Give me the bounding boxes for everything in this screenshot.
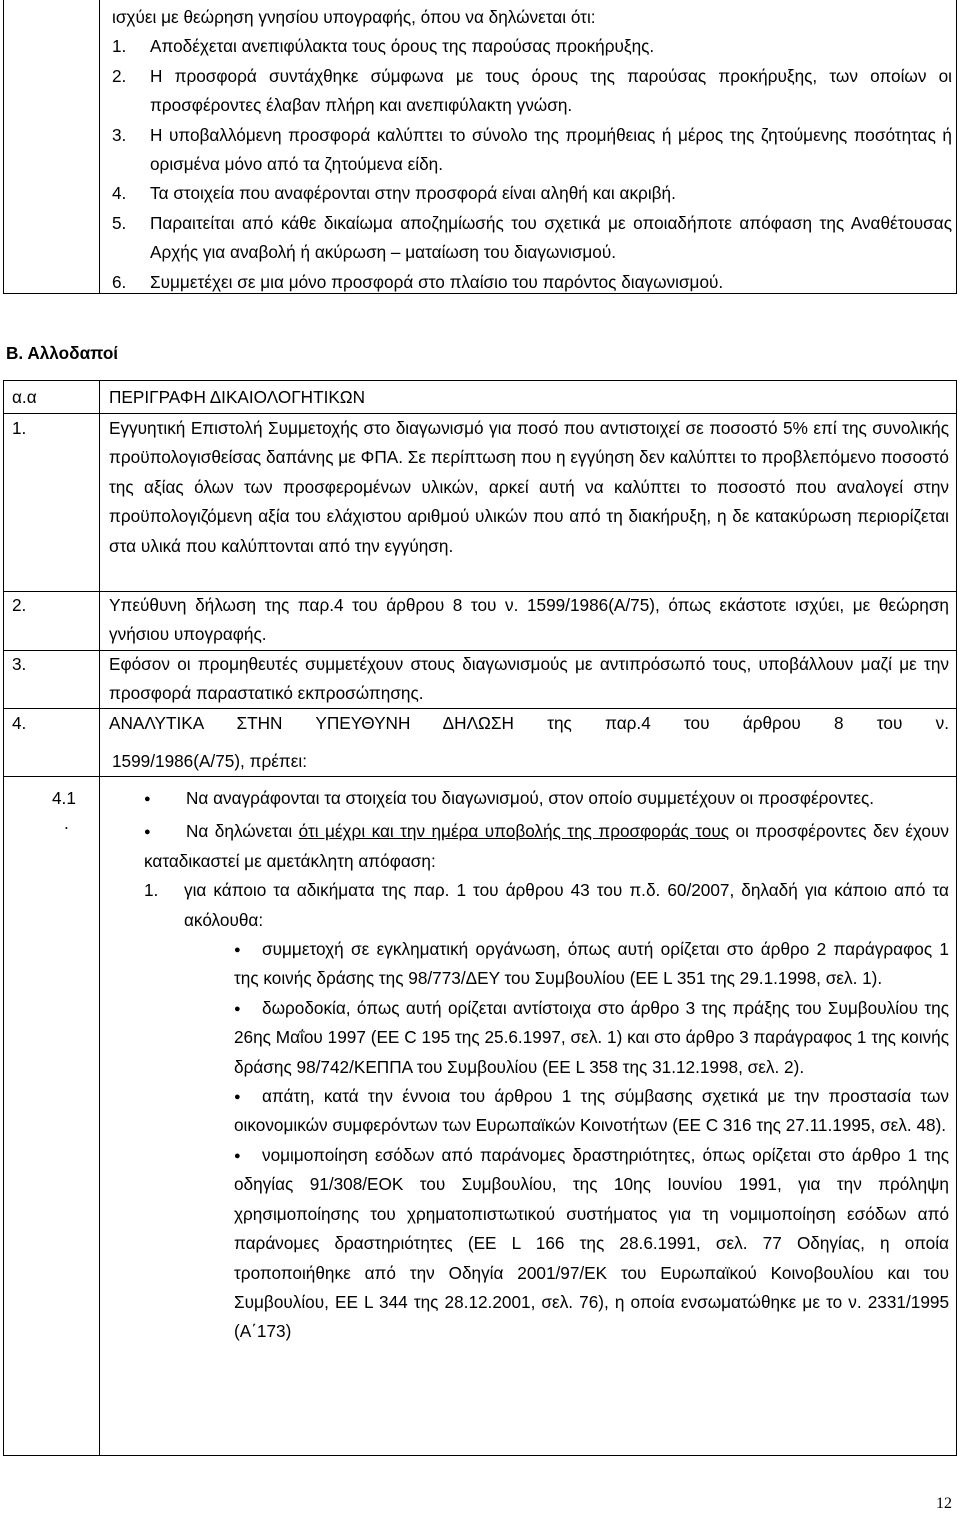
- requirements-table-top: [3, 0, 957, 294]
- bullet-icon: [144, 817, 151, 849]
- bullet-item: [144, 817, 949, 876]
- item-text: Η προσφορά συντάχθηκε σύμφωνα με τους όρους της παρούσας προκήρυξης, των οποίων οι προσφέροντες έλαβαν πλήρη και ανεπιφύλακτη γνώση.: [150, 65, 952, 116]
- offence-item: [234, 1082, 949, 1141]
- item-text: Η υποβαλλόμενη προσφορά καλύπτει το σύνολο της προμήθειας ή μέρος της ζητούμενης ποσότητας ή ορισμένα μόνο από τα ζητούμενα είδη.: [150, 124, 952, 175]
- bullet-text-part: οι προσφέροντες δεν έχουν καταδικαστεί με αμετάκλητη απόφαση:: [144, 821, 949, 871]
- row-number: 1.: [12, 418, 27, 438]
- numbered-subitem: [144, 876, 949, 935]
- offence-text: νομιμοποίηση εσόδων από παράνομες δραστηριότητες, όπως ορίζεται στο άρθρο 1 της οδηγίας 91/308/ΕΟΚ του Συμβουλίου, της 10ης Ιουνίου 1991, για την πρόληψη χρησιμοποίησης του χρηματοπιστωτικού συστήματος για τη νομιμοποίηση εσόδων από παράνομες δραστηριότητες (ΕΕ L 166 της 28.6.1991, σελ. 77 Οδηγίας, η οποία τροποποιήθηκε από την Οδηγία 2001/97/ΕΚ του Ευρωπαϊκού Κοινοβουλίου και του Συμβουλίου, ΕΕ L 344 της 28.12.2001, σελ. 76), η οποία ενσωματώθηκε με το ν. 2331/1995 (Α΄173): [234, 1144, 949, 1342]
- offence-list: [234, 935, 949, 1347]
- offence-item: [234, 935, 949, 994]
- item-number: 6.: [112, 271, 127, 292]
- item-number: 5.: [112, 212, 127, 233]
- bullet-item: [144, 784, 949, 813]
- subitem-text: για κάποιο τα αδικήματα της παρ. 1 του άρθρου 43 του π.δ. 60/2007, δηλαδή για κάποιο από τα ακόλουθα:: [184, 880, 949, 930]
- offence-text: συμμετοχή σε εγκληματική οργάνωση, όπως αυτή ορίζεται στο άρθρο 2 παράγραφος 1 της κοινής δράσης της 98/773/ΔΕΥ του Συμβουλίου (ΕΕ L 351 της 29.1.1998, σελ. 1).: [234, 939, 949, 989]
- section-heading: Β. Αλλοδαποί: [6, 343, 119, 363]
- row-4-1-content: [144, 784, 949, 1347]
- row-text-continuation: 1599/1986(Α/75), πρέπει:: [112, 751, 308, 771]
- bullet-text: Να αναγράφονται τα στοιχεία του διαγωνισμού, στον οποίο συμμετέχουν οι προσφέροντες.: [186, 788, 875, 808]
- item-number: 2.: [112, 65, 127, 86]
- row-text: Εφόσον οι προμηθευτές συμμετέχουν στους διαγωνισμούς με αντιπρόσωπό τους, υποβάλλουν μαζί με την προσφορά παραστατικό εκπροσώπησης.: [109, 654, 949, 704]
- item-number: 4.: [112, 183, 127, 204]
- row-number: 3.: [12, 654, 27, 674]
- row-number: 2.: [12, 595, 27, 615]
- bullet-icon: [234, 994, 241, 1026]
- offence-text: δωροδοκία, όπως αυτή ορίζεται αντίστοιχα στο άρθρο 3 της πράξης του Συμβουλίου της 26ης Μαΐου 1997 (ΕΕ C 195 της 25.6.1997, σελ. 1) και στο άρθρο 3 παράγραφος 1 της κοινής δράσης 98/742/ΚΕΠΠΑ του Συμβουλίου (ΕΕ L 358 της 31.12.1998, σελ. 2).: [234, 997, 949, 1077]
- subitem-number: 1.: [144, 880, 159, 901]
- row-text: Εγγυητική Επιστολή Συμμετοχής στο διαγωνισμό για ποσό που αντιστοιχεί σε ποσοστό 5% επί της συνολικής προϋπολογισθείσας δαπάνης με ΦΠΑ. Σε περίπτωση που η εγγύηση δεν καλύπτει το προβλεπόμενο ποσοστό της αξίας όλων των προσφερομένων υλικών, αρκεί αυτή να καλύπτει το ποσοστό που αναλογεί στην προϋπολογιζόμενη αξία του ελάχιστου αριθμού υλικών που από τη διακήρυξη, η δε κατακύρωση περιορίζεται στα υλικά που καλύπτονται από την εγγύηση.: [109, 418, 949, 556]
- bullet-text: [144, 817, 949, 876]
- declaration-intro: ισχύει με θεώρηση γνησίου υπογραφής, όπου να δηλώνεται ότι:: [112, 7, 596, 27]
- offence-item: [234, 994, 949, 1082]
- row-text: ΑΝΑΛΥΤΙΚΑ ΣΤΗΝ ΥΠΕΥΘΥΝΗ ΔΗΛΩΣΗ της παρ.4 του άρθρου 8 του ν.: [109, 713, 949, 733]
- bullet-icon: [144, 784, 151, 816]
- declaration-item: [112, 179, 952, 208]
- bullet-text-part: Να δηλώνεται: [186, 821, 299, 842]
- bullet-icon: [234, 1141, 241, 1173]
- row-number-dot: .: [64, 813, 69, 833]
- column-divider: [99, 381, 100, 1455]
- item-text: Τα στοιχεία που αναφέρονται στην προσφορά είναι αληθή και ακριβή.: [150, 183, 676, 204]
- bullet-icon: [234, 1082, 241, 1114]
- row-divider: [4, 776, 956, 777]
- bullet-icon: [234, 935, 241, 967]
- offence-item: [234, 1141, 949, 1347]
- declaration-item: [112, 209, 952, 268]
- declaration-item: [112, 268, 952, 297]
- documents-table: [3, 380, 957, 1456]
- header-number-label: α.α: [12, 387, 37, 407]
- header-title: ΠΕΡΙΓΡΑΦΗ ΔΙΚΑΙΟΛΟΓΗΤΙΚΩΝ: [109, 387, 366, 407]
- column-divider: [99, 0, 100, 293]
- declaration-item: [112, 62, 952, 121]
- offence-text: απάτη, κατά την έννοια του άρθρου 1 της σύμβασης σχετικά με την προστασία των οικονομικών συμφερόντων των Ευρωπαϊκών Κοινοτήτων (ΕΕ C 316 της 27.11.1995, σελ. 48).: [234, 1086, 949, 1136]
- item-number: 1.: [112, 36, 127, 57]
- item-text: Συμμετέχει σε μια μόνο προσφορά στο πλαίσιο του παρόντος διαγωνισμού.: [150, 271, 724, 292]
- declaration-text: [112, 3, 952, 297]
- declaration-item: [112, 32, 952, 61]
- item-number: 3.: [112, 124, 127, 145]
- item-text: Παραιτείται από κάθε δικαίωμα αποζημίωσής του σχετικά με οποιαδήποτε απόφαση της Αναθέτουσας Αρχής για αναβολή ή ακύρωση – ματαίωση του διαγωνισμού.: [150, 212, 952, 263]
- row-number: 4.: [12, 713, 27, 733]
- underlined-text: ότι μέχρι και την ημέρα υποβολής της προσφοράς τους: [298, 821, 730, 842]
- page-number: 12: [936, 1495, 952, 1512]
- row-text: Υπεύθυνη δήλωση της παρ.4 του άρθρου 8 του ν. 1599/1986(Α/75), όπως εκάστοτε ισχύει, με θεώρηση γνήσιου υπογραφής.: [109, 595, 949, 645]
- declaration-item: [112, 121, 952, 180]
- row-number: 4.1: [52, 788, 76, 808]
- item-text: Αποδέχεται ανεπιφύλακτα τους όρους της παρούσας προκήρυξης.: [150, 36, 655, 57]
